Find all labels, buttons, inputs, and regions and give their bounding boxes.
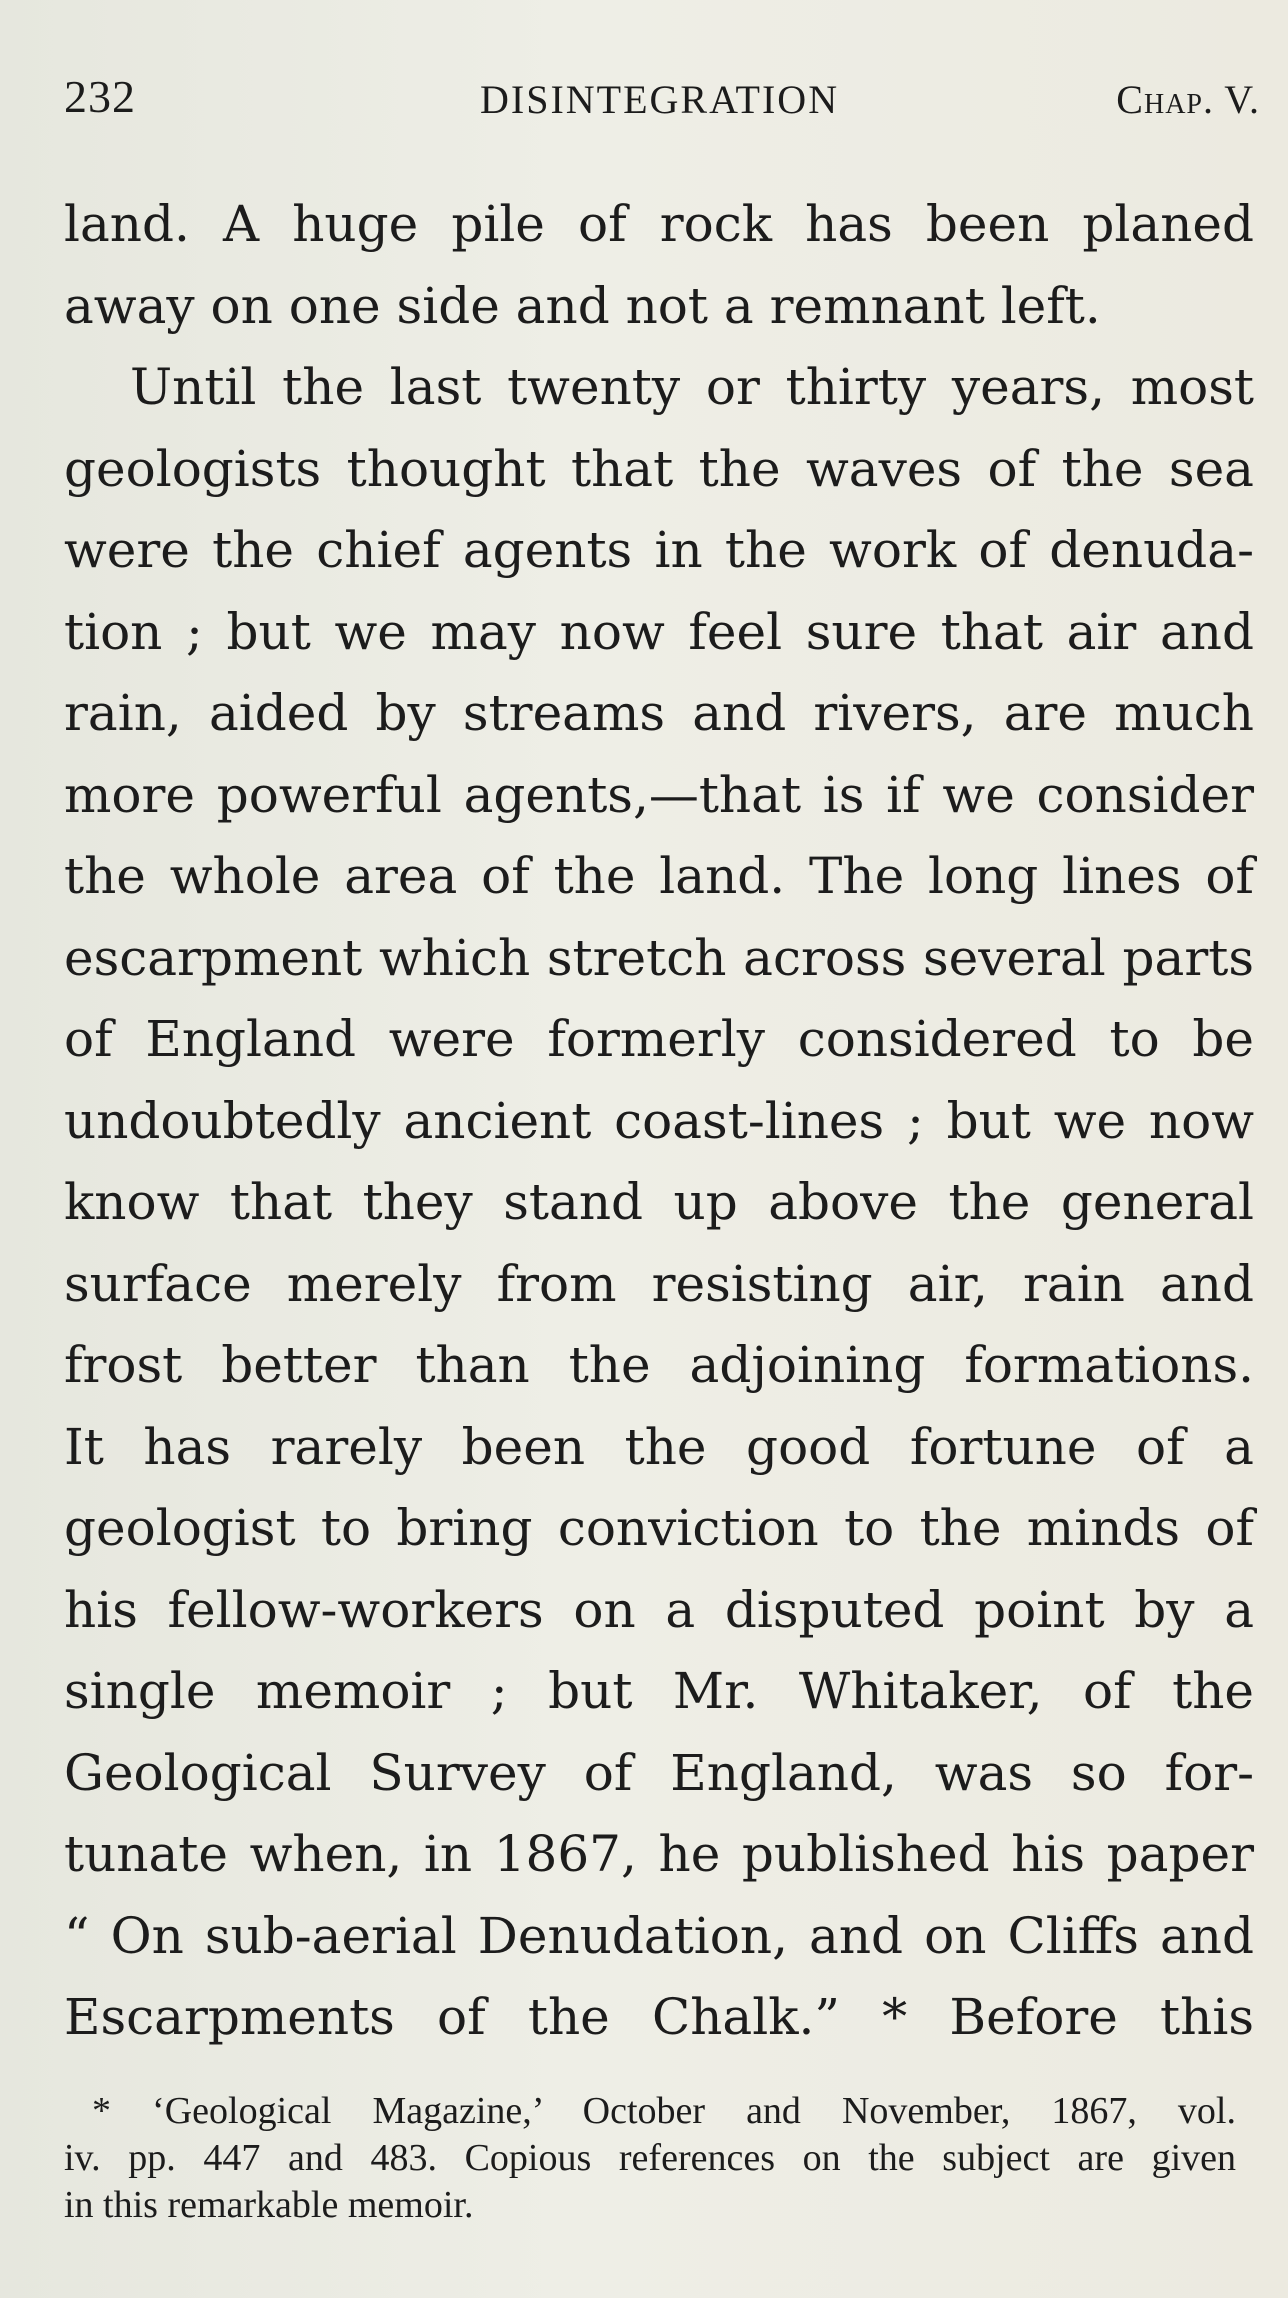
running-title: DISINTEGRATION <box>480 77 840 122</box>
text-line: were the chief agents in the work of denuda- <box>64 521 1254 579</box>
text-line: Geological Survey of England, was so for- <box>64 1743 1254 1802</box>
footnote <box>64 2088 1236 2229</box>
text-line: of England were formerly considered to be <box>64 1010 1254 1068</box>
text-line: geologist to bring conviction to the minds of <box>64 1499 1254 1557</box>
text-line: “ On sub-aerial Denudation, and on Cliffs and <box>64 1906 1254 1965</box>
text-line: It has rarely been the good fortune of a <box>64 1417 1254 1476</box>
text-line: undoubtedly ancient coast-lines ; but we now <box>64 1091 1254 1150</box>
text-line: frost better than the adjoining formations. <box>64 1336 1254 1394</box>
text-line: more powerful agents,—that is if we consider <box>64 765 1254 824</box>
footnote-line: iv. pp. 447 and 483. Copious references on the subject are given <box>64 2137 1236 2179</box>
footnote-line: * ‘Geological Magazine,’ October and November, 1867, vol. <box>92 2090 1236 2132</box>
text-line: escarpment which stretch across several parts <box>64 928 1254 987</box>
text-line: away on one side and not a remnant left. <box>64 276 1101 335</box>
text-line: Until the last twenty or thirty years, most <box>130 358 1254 416</box>
text-line: know that they stand up above the general <box>64 1173 1254 1231</box>
text-line: tion ; but we may now feel sure that air and <box>64 602 1254 661</box>
text-line: his fellow-workers on a disputed point by a <box>64 1580 1254 1639</box>
text-line: geologists thought that the waves of the sea <box>64 439 1254 498</box>
body-text <box>64 184 1254 2059</box>
text-line: single memoir ; but Mr. Whitaker, of the <box>64 1662 1254 1720</box>
text-line: the whole area of the land. The long lines of <box>64 847 1254 905</box>
page-header <box>64 70 1260 130</box>
text-line: Escarpments of the Chalk.” * Before this <box>64 1988 1254 2046</box>
text-line: surface merely from resisting air, rain and <box>64 1254 1254 1313</box>
text-line: land. A huge pile of rock has been planed <box>64 195 1254 253</box>
footnote-line: in this remarkable memoir. <box>64 2184 474 2226</box>
text-line: rain, aided by streams and rivers, are much <box>64 684 1254 742</box>
page-number: 232 <box>64 71 136 122</box>
text-line: tunate when, in 1867, he published his paper <box>64 1825 1254 1883</box>
chapter-label: Chap. V. <box>1116 77 1260 122</box>
